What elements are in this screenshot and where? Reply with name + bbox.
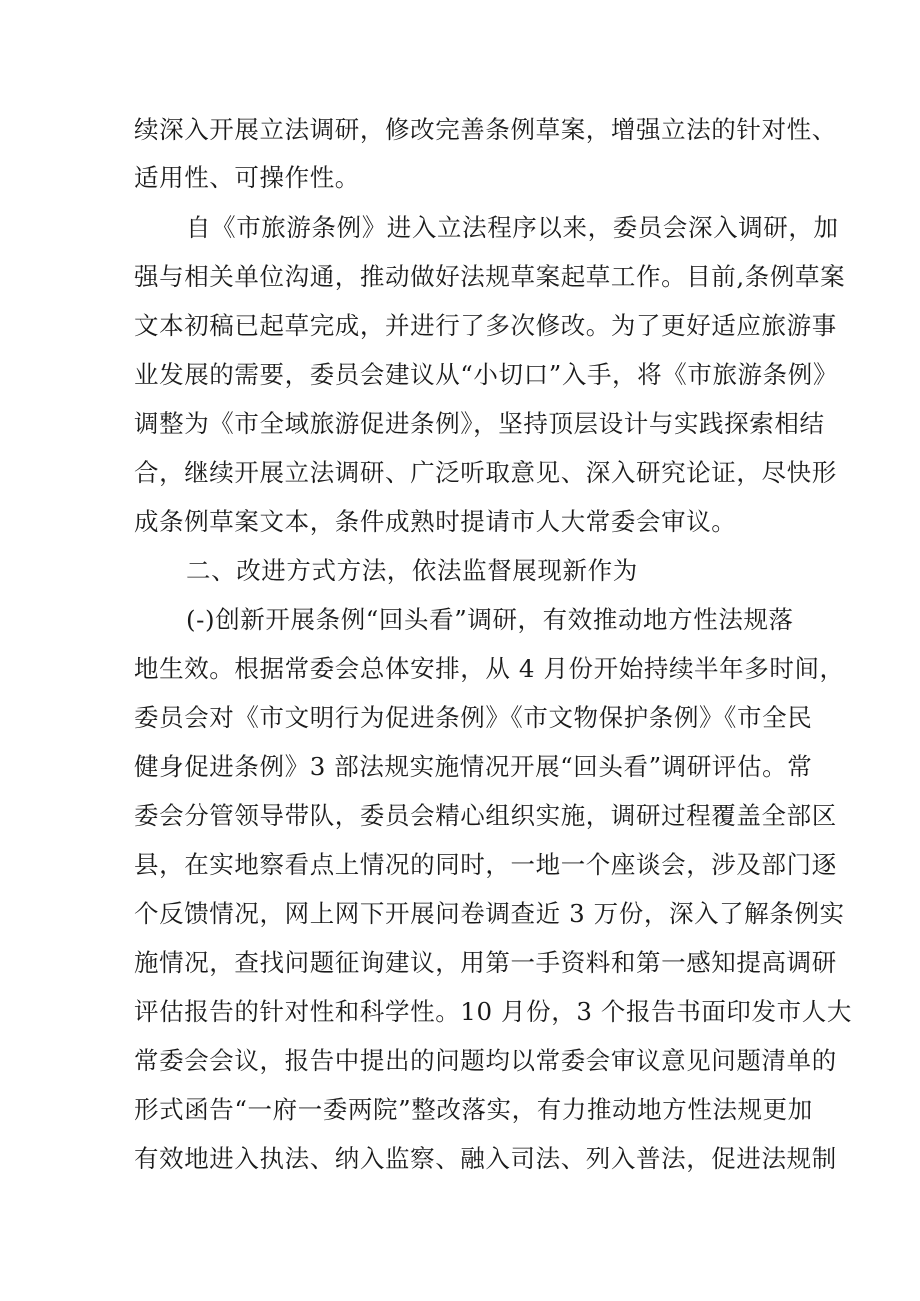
text-line-7: 调整为《市全域旅游促进条例》，坚持顶层设计与实践探索相结 (134, 409, 825, 438)
text-line-13: 委员会对《市文明行为促进条例》《市文物保护条例》《市全民 (134, 703, 813, 732)
subsection-heading-line: (-)创新开展条例“回头看”调研，有效推动地方性法规落 (186, 605, 794, 634)
text-line-21: 形式函告“一府一委两院”整改落实，有力推动地方性法规更加 (134, 1095, 813, 1124)
text-line-2: 适用性、可操作性。 (134, 163, 360, 192)
text-line-18: 施情况，查找问题征询建议，用第一手资料和第一感知提高调研 (134, 948, 837, 977)
text-line-5: 文本初稿已起草完成，并进行了多次修改。为了更好适应旅游事 (134, 311, 837, 340)
text-line-20: 常委会会议，报告中提出的问题均以常委会审议意见问题清单的 (134, 1046, 837, 1075)
text-line-1: 续深入开展立法调研，修改完善条例草案，增强立法的针对性、 (134, 115, 837, 144)
text-line-12: 地生效。根据常委会总体安排，从 4 月份开始持续半年多时间， (134, 654, 845, 683)
text-line-16: 县，在实地察看点上情况的同时，一地一个座谈会，涉及部门逐 (134, 850, 837, 879)
text-line-19: 评估报告的针对性和科学性。10 月份，3 个报告书面印发市人大 (134, 997, 852, 1026)
text-line-6: 业发展的需要，委员会建议从“小切口”入手，将《市旅游条例》 (134, 360, 838, 389)
text-line-4: 强与相关单位沟通，推动做好法规草案起草工作。目前,条例草案 (134, 262, 846, 291)
text-line-22: 有效地进入执法、纳入监察、融入司法、列入普法，促进法规制 (134, 1144, 837, 1173)
section-heading: 二、改进方式方法，依法监督展现新作为 (186, 556, 638, 585)
paragraph-start-line: 自《市旅游条例》进入立法程序以来，委员会深入调研，加 (186, 213, 839, 242)
text-line-8: 合，继续开展立法调研、广泛听取意见、深入研究论证，尽快形 (134, 458, 837, 487)
text-line-9: 成条例草案文本，条件成熟时提请市人大常委会审议。 (134, 507, 737, 536)
text-line-14: 健身促进条例》3 部法规实施情况开展“回头看”调研评估。常 (134, 752, 813, 781)
text-line-15: 委会分管领导带队，委员会精心组织实施，调研过程覆盖全部区 (134, 801, 837, 830)
text-line-17: 个反馈情况，网上网下开展问卷调查近 3 万份，深入了解条例实 (134, 899, 845, 928)
